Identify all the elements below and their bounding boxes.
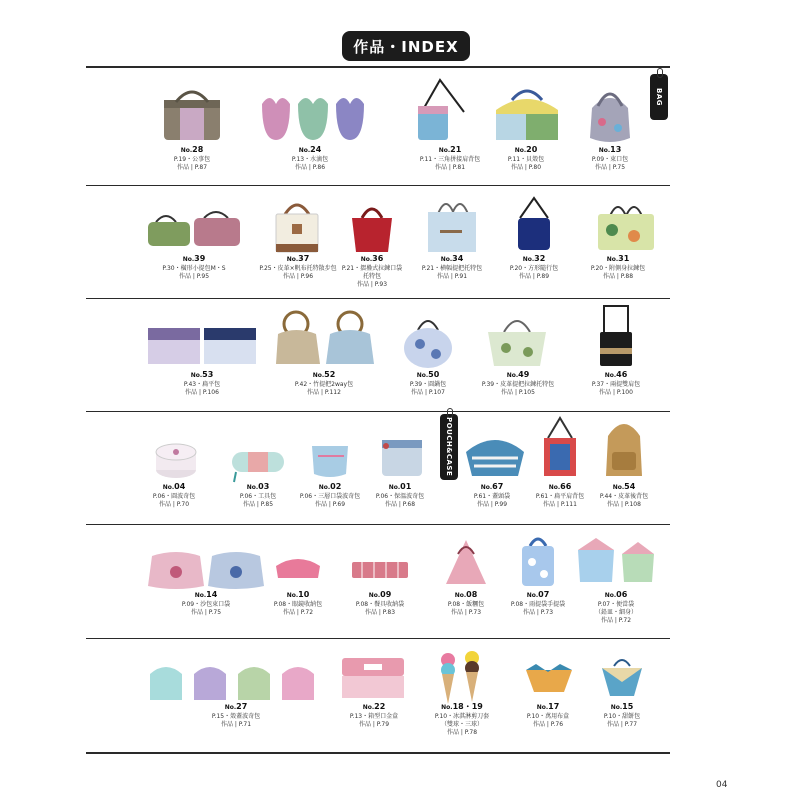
- pouch-photo-14: [146, 546, 270, 590]
- bag-photo-36: [348, 198, 396, 254]
- caption-54: No.54 P.44・皮革後背包 作品 | P.108: [599, 482, 649, 508]
- pouch-photo-09: [350, 558, 410, 580]
- caption-09: No.09 P.08・餐具收納袋 作品 | P.83: [355, 590, 405, 616]
- bag-photo-66: [540, 416, 580, 478]
- bag-photo-49: [484, 310, 550, 368]
- caption-18-19: No.18・19 P.10・冰淇淋剪刀套 （雙球・三球） 作品 | P.78: [434, 702, 490, 736]
- rule-row4: [86, 524, 670, 525]
- caption-14: No.14 P.09・沙包束口袋 作品 | P.75: [181, 590, 231, 616]
- bag-photo-37: [272, 194, 322, 254]
- tray-photo-17: [524, 662, 574, 694]
- rule-row5: [86, 638, 670, 639]
- pouch-photo-04: [154, 440, 198, 480]
- bag-photo-50: [402, 312, 454, 368]
- index-title: 作品・INDEX: [353, 37, 459, 56]
- caption-37: No.37 P.25・皮革×帆布托特散步包 作品 | P.96: [259, 254, 337, 280]
- pouch-photo-67: [462, 432, 528, 478]
- caption-20: No.20 P.11・貝殼包 作品 | P.80: [507, 145, 545, 171]
- caption-31: No.31 P.20・附側身拉鍊包 作品 | P.88: [590, 254, 646, 280]
- bag-photo-39: [146, 208, 242, 248]
- bag-photo-34: [424, 192, 480, 254]
- caption-39: No.39 P.30・橫形小提包M・S 作品 | P.95: [162, 254, 226, 280]
- bag-photo-46: [596, 302, 636, 368]
- caption-03: No.03 P.06・工具包 作品 | P.85: [239, 482, 277, 508]
- caption-22: No.22 P.13・箱型口金盒 作品 | P.79: [349, 702, 399, 728]
- caption-50: No.50 P.39・圓鍋包 作品 | P.107: [409, 370, 447, 396]
- caption-36: No.36 P.21・摺疊式拉鍊口袋 托特包 作品 | P.93: [341, 254, 403, 288]
- bag-photo-13: [584, 78, 636, 144]
- caption-10: No.10 P.08・眼鏡收納包 作品 | P.72: [273, 590, 323, 616]
- caption-46: No.46 P.37・兩提雙肩包 作品 | P.100: [591, 370, 641, 396]
- caption-21: No.21 P.11・三角拼接肩背包 作品 | P.81: [419, 145, 481, 171]
- page-number: 04: [716, 780, 728, 790]
- caption-06: No.06 P.07・便當袋 （鉛皿・細身） 作品 | P.72: [594, 590, 637, 624]
- caption-17: No.17 P.10・萬用布盒 作品 | P.76: [526, 702, 570, 728]
- caption-28: No.28 P.19・公事包 作品 | P.87: [173, 145, 211, 171]
- rule-bottom: [86, 752, 670, 754]
- pouch-photo-06: [574, 536, 658, 586]
- rule-row3: [86, 411, 670, 412]
- index-title-badge: [342, 31, 470, 61]
- pouch-photo-01: [376, 434, 428, 480]
- pouch-photo-27: [146, 660, 326, 702]
- bag-photo-32: [512, 196, 556, 254]
- bag-photo-52: [274, 306, 378, 368]
- pouch-photo-15: [598, 654, 646, 698]
- pouch-photo-07: [516, 532, 560, 588]
- caption-67: No.67 P.61・蓋頭袋 作品 | P.99: [473, 482, 511, 508]
- bag-photo-24: [258, 84, 366, 142]
- caption-52: No.52 P.42・竹提把2way包 作品 | P.112: [294, 370, 354, 396]
- bag-photo-20: [492, 84, 562, 142]
- caption-53: No.53 P.43・扁平包 作品 | P.106: [183, 370, 221, 396]
- box-photo-22: [338, 654, 408, 700]
- caption-27: No.27 P.15・殼蓋波奇包 作品 | P.71: [211, 702, 261, 728]
- caption-32: No.32 P.20・方形隨行包 作品 | P.89: [509, 254, 559, 280]
- rule-row1: [86, 185, 670, 186]
- pouch-photo-03: [228, 444, 288, 484]
- pouch-photo-02: [308, 436, 352, 480]
- caption-01: No.01 P.06・保溫波奇包 作品 | P.68: [375, 482, 425, 508]
- bag-photo-28: [158, 84, 226, 142]
- rule-row2: [86, 298, 670, 299]
- pouch-photo-10: [272, 552, 324, 582]
- caption-66: No.66 P.61・扁平肩背包 作品 | P.111: [535, 482, 585, 508]
- caption-04: No.04 P.06・圓波奇包 作品 | P.70: [152, 482, 196, 508]
- bag-photo-21: [410, 76, 480, 144]
- case-photo-18-19: [434, 650, 488, 706]
- caption-07: No.07 P.08・雨提袋手提袋 作品 | P.73: [510, 590, 566, 616]
- bag-photo-31: [594, 196, 656, 254]
- caption-49: No.49 P.39・皮革提把拉鍊托特包 作品 | P.105: [481, 370, 555, 396]
- caption-08: No.08 P.08・飯糰包 作品 | P.73: [447, 590, 485, 616]
- caption-34: No.34 P.21・横幅提把托特包 作品 | P.91: [421, 254, 483, 280]
- backpack-photo-54: [602, 416, 646, 478]
- bag-section-tag: BAG: [650, 74, 668, 120]
- caption-13: No.13 P.09・束口包 作品 | P.75: [591, 145, 629, 171]
- rule-top: [86, 66, 670, 68]
- caption-24: No.24 P.13・水滴包 作品 | P.86: [291, 145, 329, 171]
- pouch-photo-08: [442, 536, 490, 588]
- caption-02: No.02 P.06・三層口袋波奇包 作品 | P.69: [299, 482, 361, 508]
- pouch-case-section-tag: POUCH&CASE: [440, 414, 458, 480]
- bag-photo-53: [146, 326, 258, 366]
- caption-15: No.15 P.10・甜餅包 作品 | P.77: [603, 702, 641, 728]
